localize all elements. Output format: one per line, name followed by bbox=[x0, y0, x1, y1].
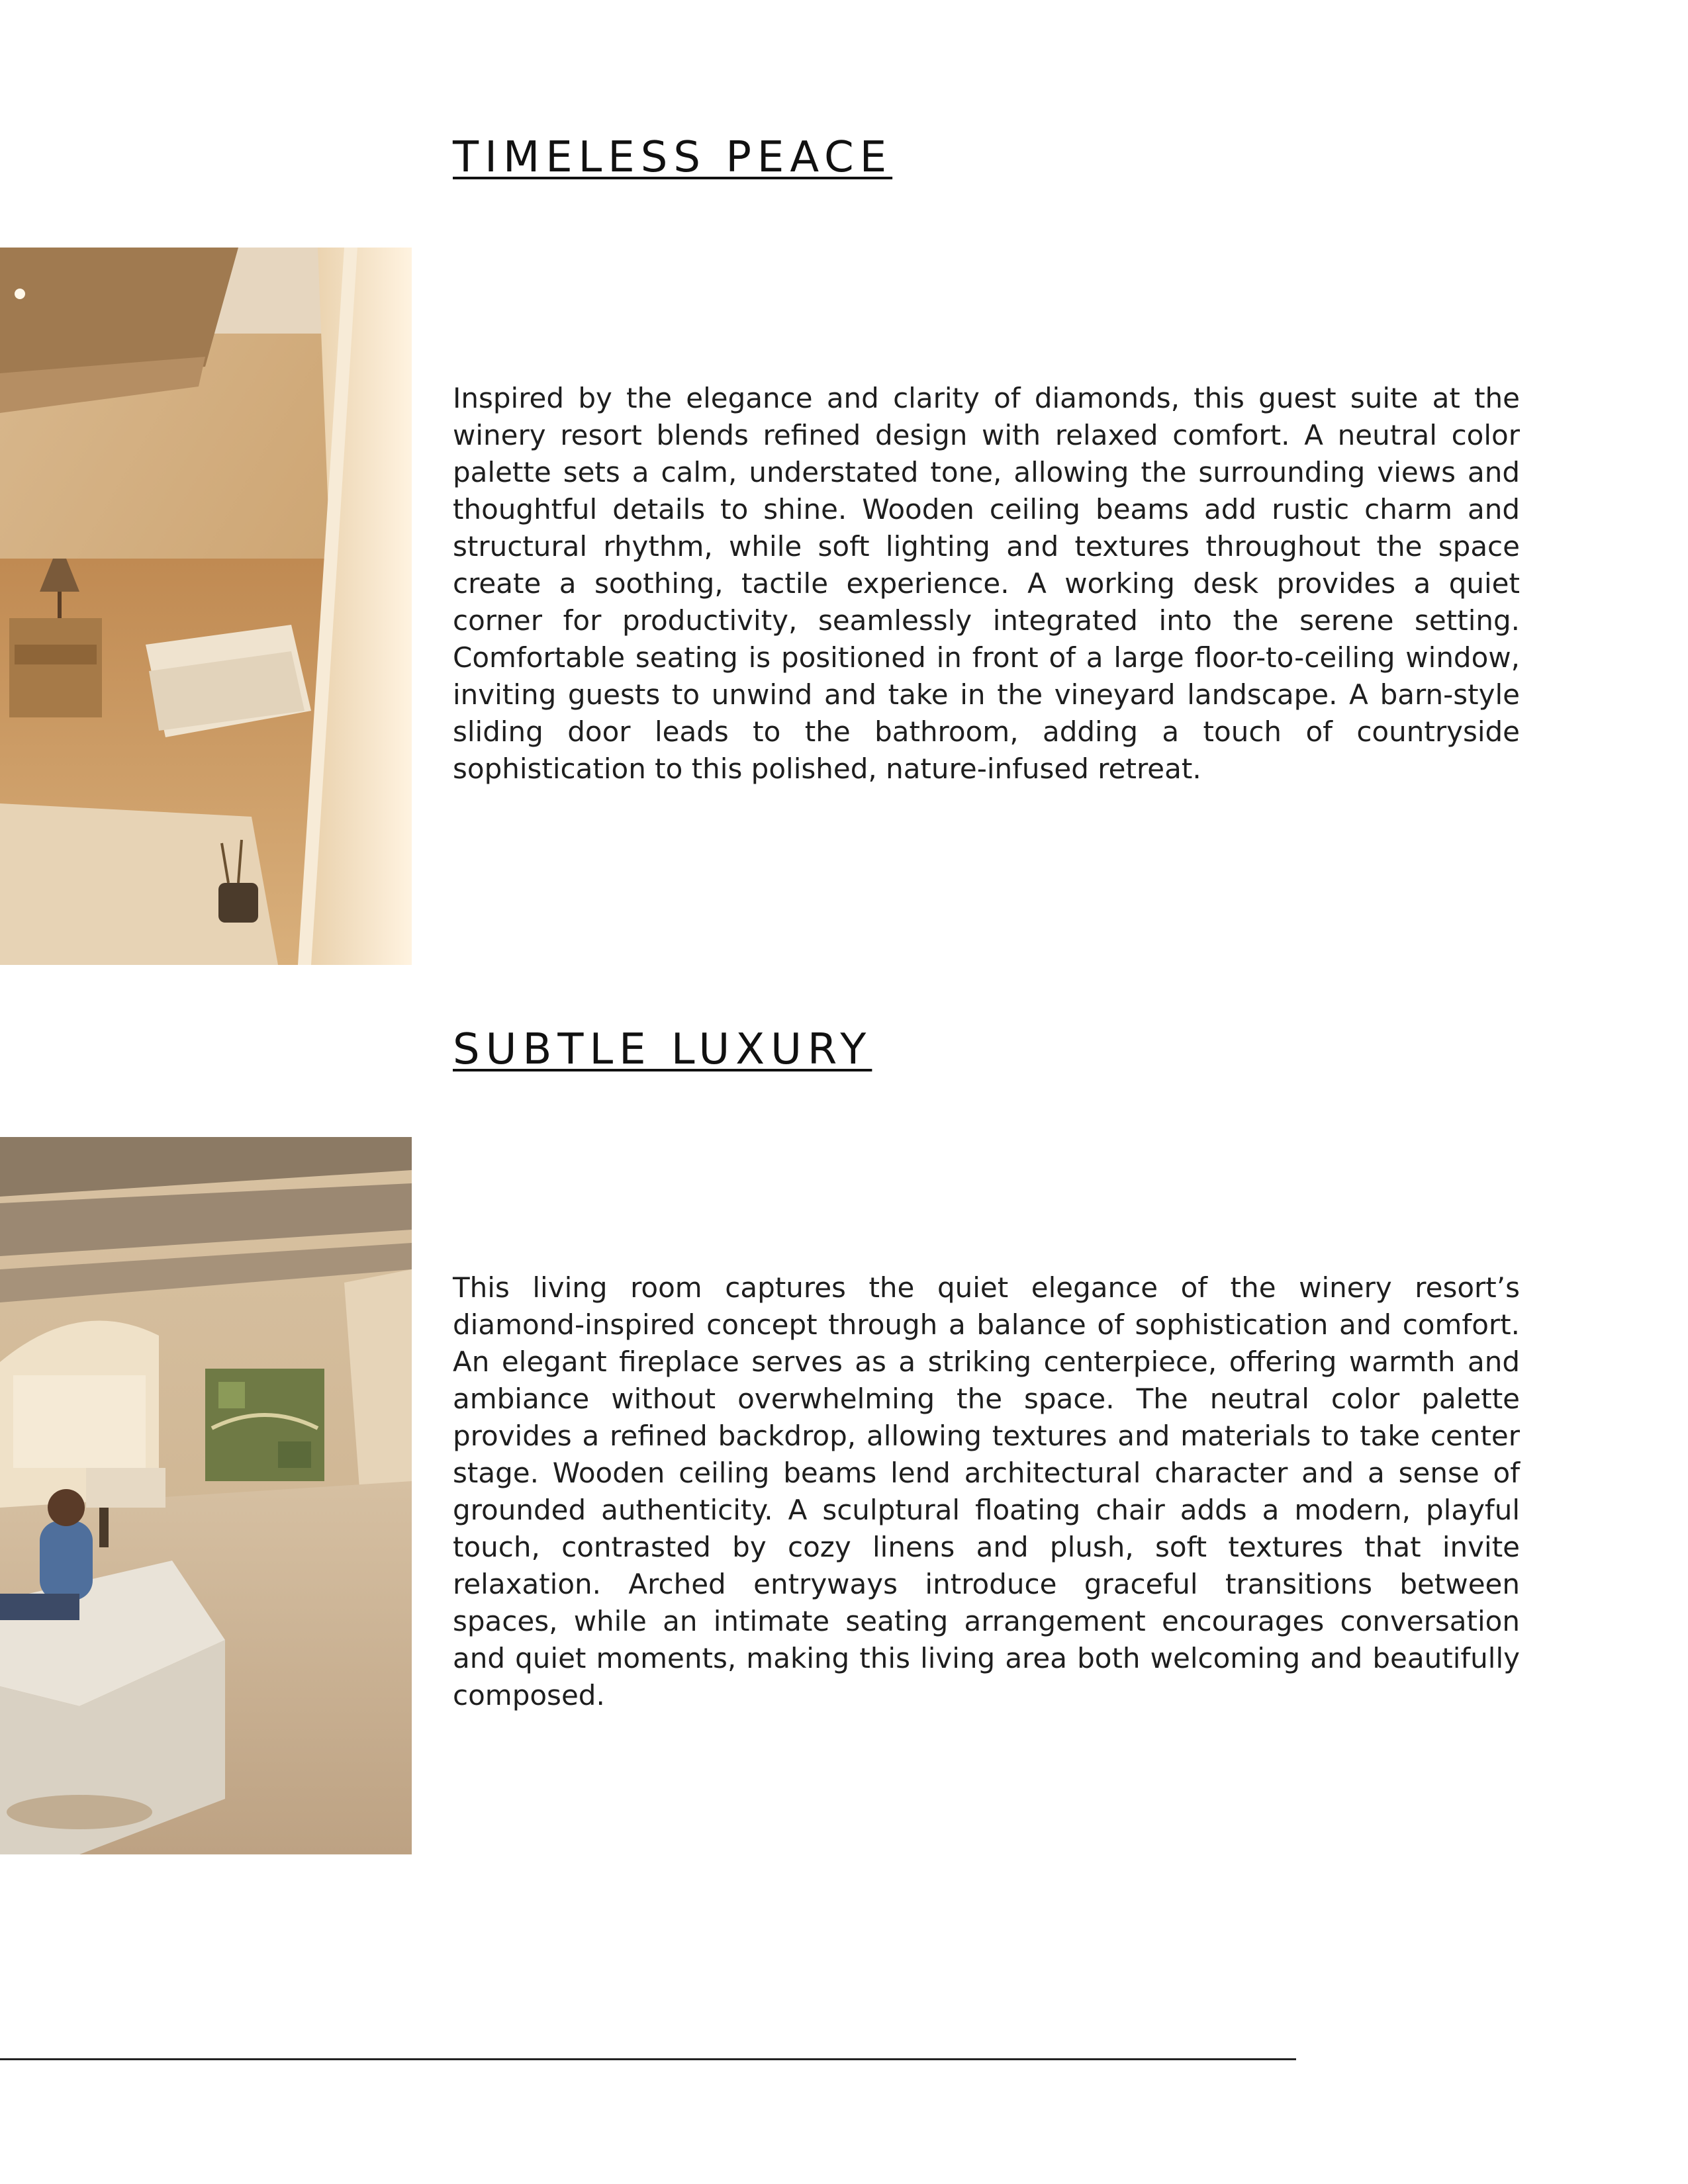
section-body-subtle-luxury: This living room captures the quiet elegance of the winery resort’s diamond-inspired concept through a balance of sophistication and comfort. An elegant fireplace serves as a striking centerpiece, offering warmth and ambiance without overwhelming the space. The neutral color palette provides a refined backdrop, allowing textures and materials to take center stage. Wooden ceiling beams lend architectural character and a sense of grounded authenticity. A sculptural floating chair adds a modern, playful touch, contrasted by cozy linens and plush, soft textures that invite relaxation. Arched entryways introduce graceful transitions between spaces, while an intimate seating arrangement encourages conversation and quiet moments, making this living area both welcoming and beautifully composed. bbox=[453, 1271, 1520, 1711]
living-room-photo bbox=[0, 1137, 412, 1854]
section-body-timeless-peace: Inspired by the elegance and clarity of diamonds, this guest suite at the winery resort blends refined design with relaxed comfort. A neutral color palette sets a calm, understated tone, allowing the surrounding views and thoughtful details to shine. Wooden ceiling beams add rustic charm and structural rhythm, while soft lighting and textures throughout the space create a soothing, tactile experience. A working desk provides a quiet corner for productivity, seamlessly integrated into the serene setting. Comfortable seating is positioned in front of a large floor-to-ceiling window, inviting guests to unwind and take in the vineyard landscape. A barn-style sliding door leads to the bathroom, adding a touch of countryside sophistication to this polished, nature-infused retreat. bbox=[453, 382, 1520, 785]
footer-divider bbox=[0, 2058, 1296, 2060]
guest-suite-photo bbox=[0, 248, 412, 965]
section-heading-timeless-peace: TIMELESS PEACE bbox=[453, 133, 893, 182]
section-heading-subtle-luxury: SUBTLE LUXURY bbox=[453, 1025, 872, 1074]
